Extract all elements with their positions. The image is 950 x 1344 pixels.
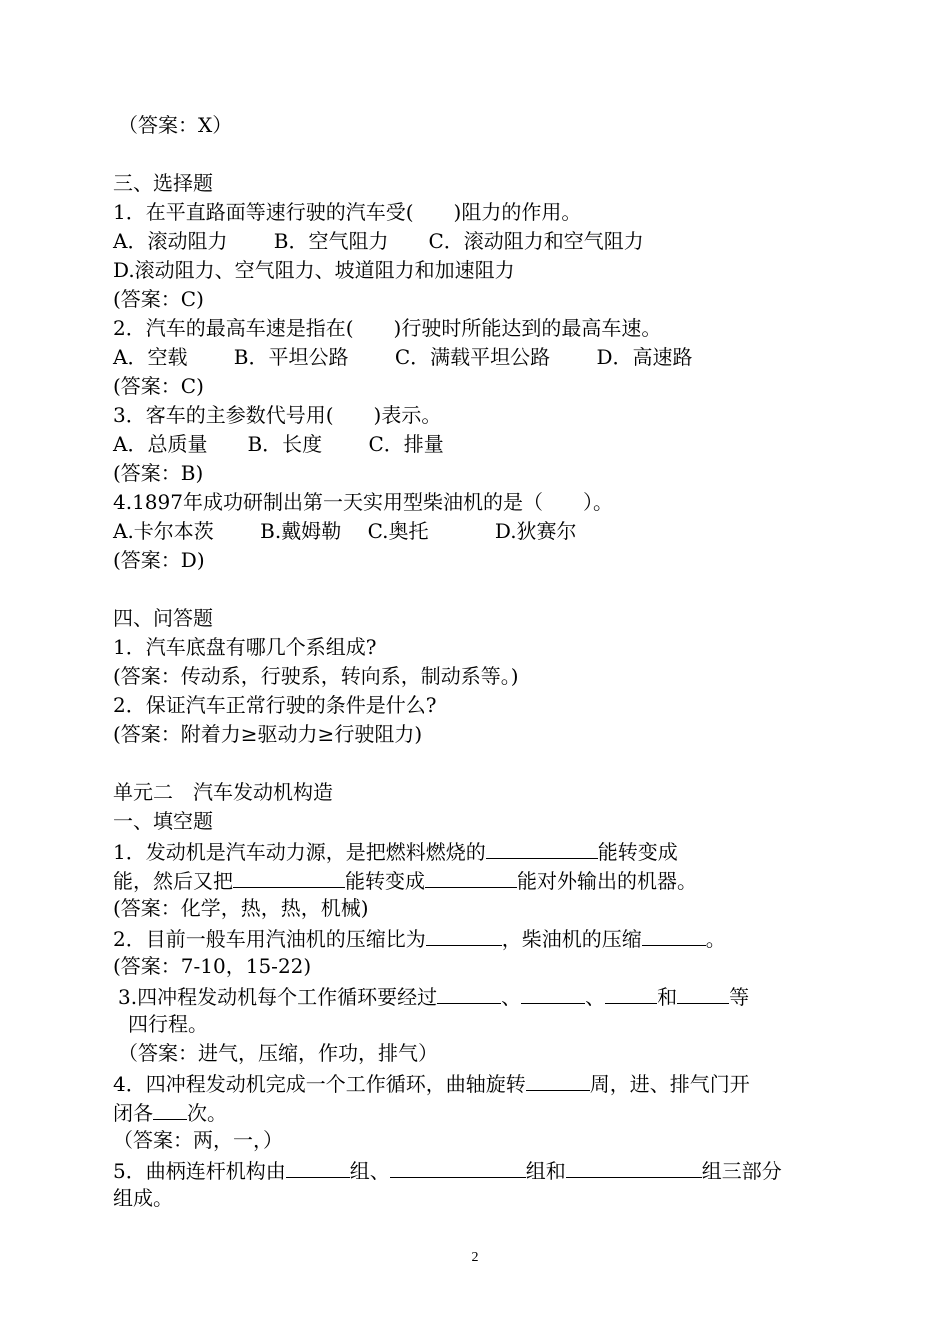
text-segment: 。 <box>705 927 726 951</box>
fill-question-4 <box>113 1068 750 1096</box>
fill-blank[interactable] <box>426 923 502 946</box>
text-segment: 3.四冲程发动机每个工作循环要经过 <box>118 985 438 1009</box>
fill-question-1 <box>113 836 678 864</box>
fill-question-5 <box>113 1155 782 1183</box>
fill-blank[interactable] <box>286 1155 350 1178</box>
fill-question-4-cont <box>113 1097 227 1125</box>
question-1: 1．在平直路面等速行驶的汽车受( )阻力的作用。 <box>113 200 582 224</box>
fill-blank[interactable] <box>153 1097 187 1120</box>
section-heading-qa: 四、问答题 <box>113 606 213 630</box>
options-line: A．空载 B．平坦公路 C．满载平坦公路 D．高速路 <box>113 345 693 369</box>
text-segment: 组、 <box>349 1159 390 1183</box>
answer-line: (答案：C) <box>113 374 204 398</box>
answer-line: （答案：X） <box>118 113 233 137</box>
fill-question-5-cont: 组成。 <box>113 1186 173 1210</box>
fill-blank[interactable] <box>486 836 598 859</box>
text-segment: 组和 <box>525 1159 566 1183</box>
text-segment: ，柴油机的压缩 <box>501 927 642 951</box>
fill-blank[interactable] <box>605 981 657 1004</box>
fill-blank[interactable] <box>677 981 729 1004</box>
fill-question-3-cont: 四行程。 <box>128 1012 208 1036</box>
answer-line: (答案：传动系，行驶系，转向系，制动系等。) <box>113 664 519 688</box>
page-number: 2 <box>471 1250 479 1265</box>
answer-line: (答案：C) <box>113 287 204 311</box>
fill-blank[interactable] <box>390 1155 526 1178</box>
answer-line: (答案：化学，热，热，机械) <box>113 896 369 920</box>
options-line: A．总质量 B．长度 C．排量 <box>113 432 444 456</box>
fill-blank[interactable] <box>233 865 345 888</box>
text-segment: 和 <box>657 985 678 1009</box>
answer-line: （答案：进气，压缩，作功，排气） <box>118 1041 438 1065</box>
text-segment: 等 <box>729 985 750 1009</box>
question-1: 1．汽车底盘有哪几个系组成? <box>113 635 377 659</box>
text-segment: 1．发动机是汽车动力源，是把燃料燃烧的 <box>113 840 486 864</box>
question-2: 2．汽车的最高车速是指在( )行驶时所能达到的最高车速。 <box>113 316 662 340</box>
answer-line: (答案：B) <box>113 461 204 485</box>
fill-question-1-cont <box>113 865 697 893</box>
text-segment: 2．目前一般车用汽油机的压缩比为 <box>113 927 426 951</box>
section-heading-choice: 三、选择题 <box>113 171 213 195</box>
answer-line: （答案：两，一，） <box>113 1128 283 1152</box>
text-segment: 周，进、排气门开 <box>589 1072 750 1096</box>
text-segment: 5．曲柄连杆机构由 <box>113 1159 286 1183</box>
question-2: 2．保证汽车正常行驶的条件是什么? <box>113 693 437 717</box>
fill-question-2 <box>113 923 726 951</box>
answer-line: (答案：附着力≥驱动力≥行驶阻力) <box>113 722 423 746</box>
section-heading-fill: 一、填空题 <box>113 809 213 833</box>
text-segment: 、 <box>501 985 522 1009</box>
fill-blank[interactable] <box>566 1155 702 1178</box>
text-segment: 闭各 <box>113 1101 153 1125</box>
text-segment: 组三部分 <box>701 1159 782 1183</box>
answer-line: (答案：D) <box>113 548 205 572</box>
fill-blank[interactable] <box>437 981 501 1004</box>
fill-question-3 <box>118 981 749 1009</box>
question-4: 4.1897年成功研制出第一天实用型柴油机的是（ ）。 <box>113 490 613 514</box>
text-segment: 能转变成 <box>597 840 678 864</box>
question-3: 3．客车的主参数代号用( )表示。 <box>113 403 442 427</box>
text-segment: 次。 <box>187 1101 227 1125</box>
text-segment: 能对外输出的机器。 <box>517 869 697 893</box>
fill-blank[interactable] <box>526 1068 590 1091</box>
fill-blank[interactable] <box>425 865 517 888</box>
text-segment: 能转变成 <box>345 869 425 893</box>
answer-line: (答案：7-10，15-22) <box>113 954 312 978</box>
fill-blank[interactable] <box>642 923 706 946</box>
text-segment: 能，然后又把 <box>113 869 233 893</box>
options-line: A.卡尔本茨 B.戴姆勒 C.奥托 D.狄赛尔 <box>113 519 577 543</box>
options-line: A．滚动阻力 B．空气阻力 C．滚动阻力和空气阻力 <box>113 229 644 253</box>
text-segment: 、 <box>585 985 606 1009</box>
fill-blank[interactable] <box>521 981 585 1004</box>
text-segment: 4．四冲程发动机完成一个工作循环，曲轴旋转 <box>113 1072 526 1096</box>
unit-heading: 单元二 汽车发动机构造 <box>113 780 333 804</box>
options-line: D.滚动阻力、空气阻力、坡道阻力和加速阻力 <box>113 258 515 282</box>
